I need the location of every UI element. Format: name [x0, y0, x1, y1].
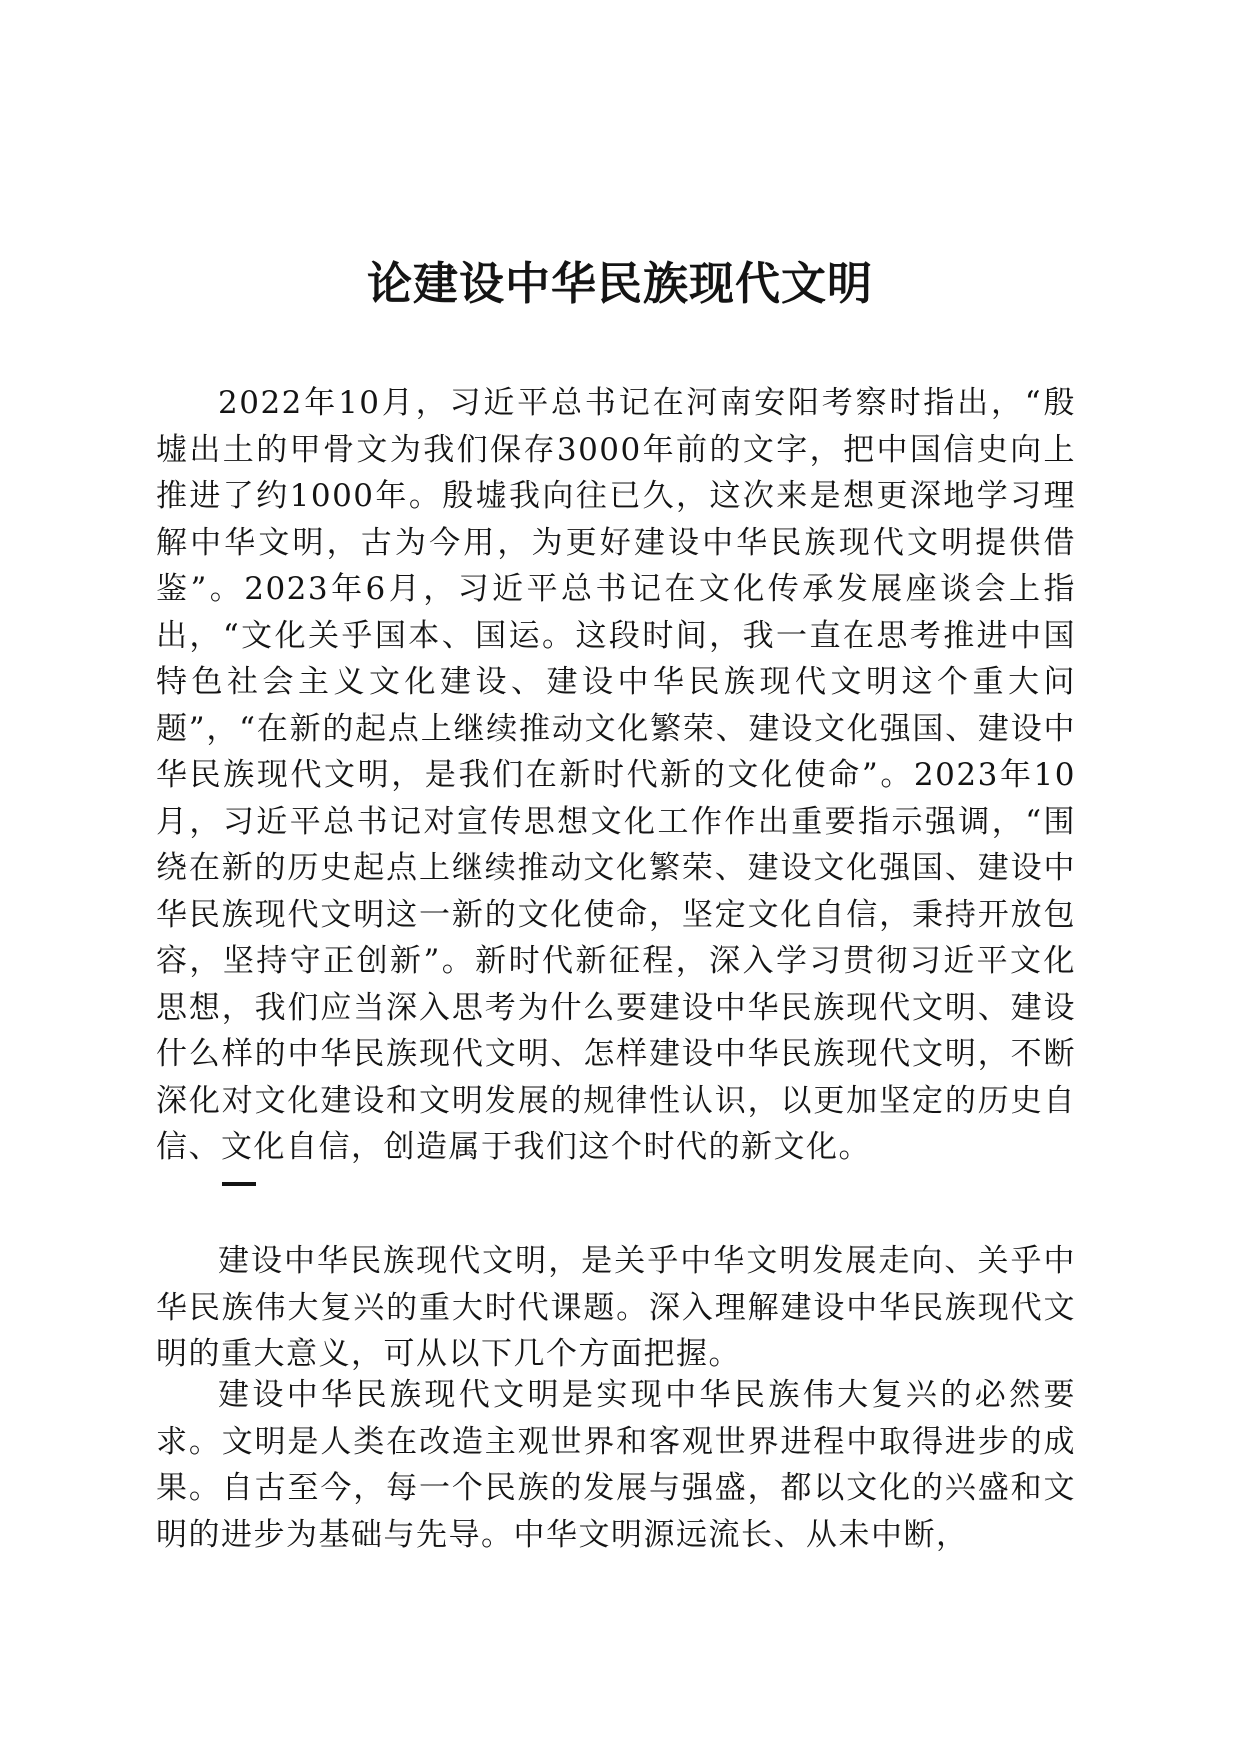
paragraph-section-1-lead: 建设中华民族现代文明，是关乎中华文明发展走向、关乎中华民族伟大复兴的重大时代课题。深入理解建设中华民族现代文明的重大意义，可从以下几个方面把握。 — [156, 1243, 1076, 1372]
section-number-one — [222, 1182, 256, 1186]
document-title: 论建设中华民族现代文明 — [366, 257, 873, 310]
paragraph-section-1-point-1: 建设中华民族现代文明是实现中华民族伟大复兴的必然要求。文明是人类在改造主观世界和客观世界进程中取得进步的成果。自古至今，每一个民族的发展与强盛，都以文化的兴盛和文明的进步为基础与先导。中华文明源远流长、从未中断， — [156, 1377, 1076, 1553]
paragraph-intro: 2022年10月，习近平总书记在河南安阳考察时指出，“殷墟出土的甲骨文为我们保存3000年前的文字，把中国信史向上推进了约1000年。殷墟我向往已久，这次来是想更深地学习理解中华文明，古为今用，为更好建设中华民族现代文明提供借鉴”。2023年6月，习近平总书记在文化传承发展座谈会上指出，“文化关乎国本、国运。这段时间，我一直在思考推进中国特色社会主义文化建设、建设中华民族现代文明这个重大问题”，“在新的起点上继续推动文化繁荣、建设文化强国、建设中华民族现代文明，是我们在新时代新的文化使命”。2023年10月，习近平总书记对宣传思想文化工作作出重要指示强调，“围绕在新的历史起点上继续推动文化繁荣、建设文化强国、建设中华民族现代文明这一新的文化使命，坚定文化自信，秉持开放包容，坚持守正创新”。新时代新征程，深入学习贯彻习近平文化思想，我们应当深入思考为什么要建设中华民族现代文明、建设什么样的中华民族现代文明、怎样建设中华民族现代文明，不断深化对文化建设和文明发展的规律性认识，以更加坚定的历史自信、文化自信，创造属于我们这个时代的新文化。 — [156, 385, 1076, 1165]
